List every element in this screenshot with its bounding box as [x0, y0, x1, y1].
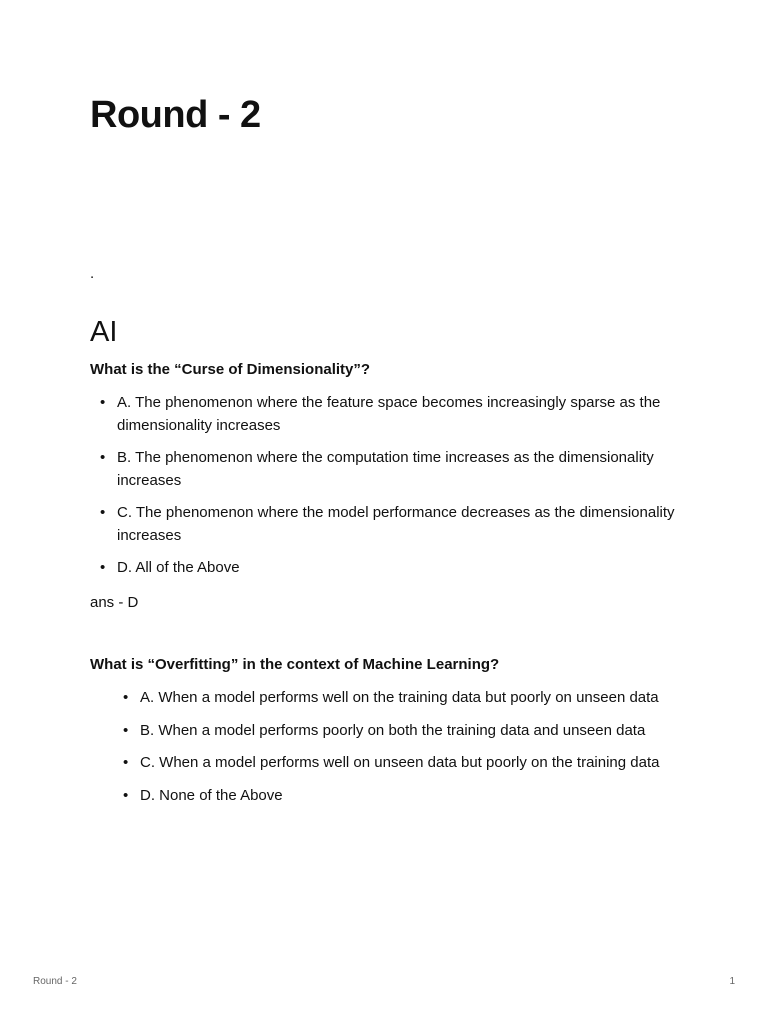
- section-heading-ai: AI: [90, 316, 118, 348]
- question-1-option-b: • B. The phenomenon where the computation time increases as the dimensionality increases: [117, 447, 682, 492]
- question-1-option-a: • A. The phenomenon where the feature space becomes increasingly sparse as the dimensionality increases: [117, 392, 682, 437]
- question-1-option-c: • C. The phenomenon where the model performance decreases as the dimensionality increases: [117, 502, 682, 547]
- separator-dot: .: [90, 265, 95, 282]
- page-title: Round - 2: [90, 94, 261, 136]
- question-1-options: [117, 392, 682, 590]
- question-2-option-b: • B. When a model performs poorly on both the training data and unseen data: [140, 720, 680, 743]
- footer-document-title: Round - 2: [33, 976, 77, 987]
- question-1: What is the “Curse of Dimensionality”?: [90, 361, 371, 378]
- question-2: What is “Overfitting” in the context of Machine Learning?: [90, 656, 500, 673]
- footer-page-number: 1: [729, 976, 735, 987]
- question-2-option-a: • A. When a model performs well on the training data but poorly on unseen data: [140, 687, 680, 710]
- question-2-options: [140, 687, 680, 817]
- question-2-option-c: • C. When a model performs well on unseen data but poorly on the training data: [140, 752, 680, 775]
- question-1-option-d: • D. All of the Above: [117, 557, 682, 580]
- question-2-option-d: • D. None of the Above: [140, 785, 680, 808]
- question-1-answer: ans - D: [90, 594, 139, 611]
